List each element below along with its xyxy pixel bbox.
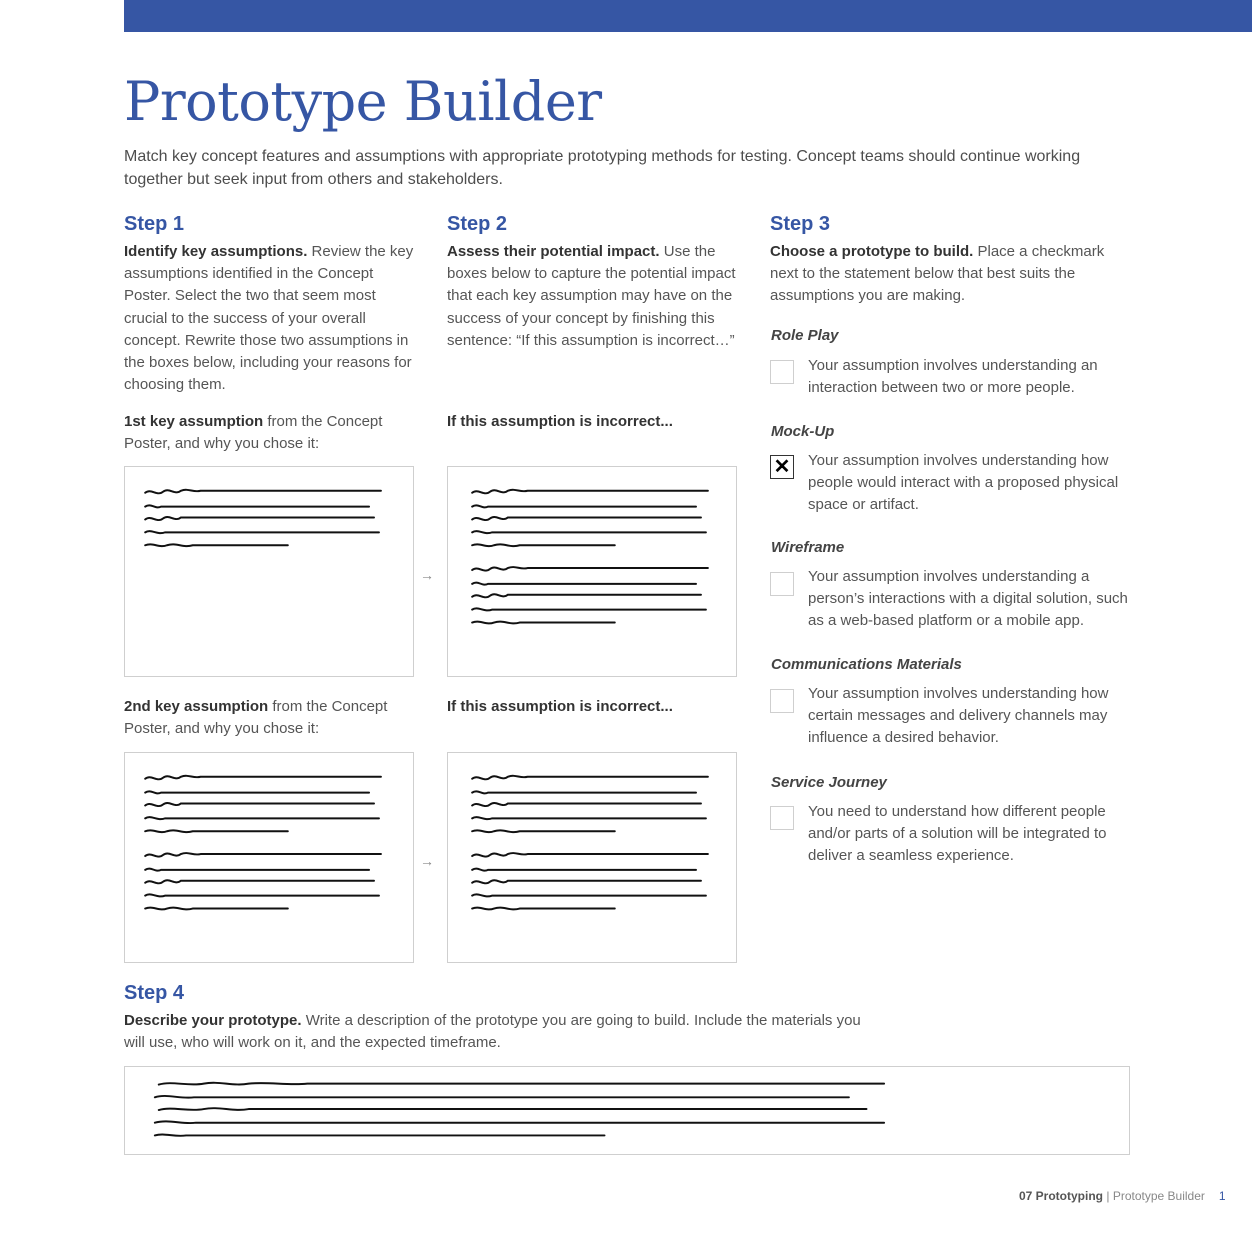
footer-separator: | [1103,1189,1113,1203]
step2-instructions [447,241,737,352]
option-role-play-title: Role Play [771,327,839,344]
footer-section: 07 Prototyping [1019,1189,1104,1203]
intro-text: Match key concept features and assumptions with appropriate prototyping methods for testing. Concept teams should continue working together but seek input from others and stakeholders. [124,148,1081,188]
step1-body: Review the key assumptions identified in the Concept Poster. Select the two that seem most crucial to the success of your overall concept. Rewrite those two assumptions in the boxes below, including your reasons for choosing them. [124,243,414,394]
second-impact-box[interactable] [447,752,737,963]
option-mock-up-description: Your assumption involves understanding how people would interact with a proposed physical space or artifact. [808,452,1119,514]
option-wireframe-title: Wireframe [771,539,845,556]
option-role-play-description: Your assumption involves understanding an interaction between two or more people. [808,357,1098,397]
footer-page-title: Prototype Builder [1112,1189,1205,1203]
step3-lead: Choose a prototype to build. [770,243,974,260]
handwriting-scribble [125,1067,1129,1154]
step3-body: Place a checkmark next to the statement below that best suits the assumptions you are making. [770,243,1105,305]
handwriting-scribble [448,753,736,962]
option-service-journey-checkbox[interactable] [770,806,794,830]
first-assumption-box[interactable] [124,466,414,677]
step3-instructions [770,241,1120,308]
handwriting-scribble [448,467,736,676]
option-communications-checkbox[interactable] [770,689,794,713]
prototype-description-box[interactable] [124,1066,1130,1155]
option-role-play-checkbox[interactable] [770,360,794,384]
arrow-right-icon: → [420,567,434,583]
first-assumption-label-bold: 1st key assumption [124,413,264,430]
page-title: Prototype Builder [124,70,602,133]
step1-heading: Step 1 [124,213,185,235]
first-assumption-label [124,411,419,455]
page-footer [1019,1189,1226,1203]
option-service-journey-description: You need to understand how different people and/or parts of a solution will be integrated to deliver a seamless experience. [808,803,1107,865]
step3-heading: Step 3 [770,213,831,235]
step2-lead: Assess their potential impact. [447,243,660,260]
step4-body: Write a description of the prototype you are going to build. Include the materials you will use, who will work on it, and the expected timeframe. [124,1012,861,1052]
step1-lead: Identify key assumptions. [124,243,308,260]
first-impact-box[interactable] [447,466,737,677]
step2-body: Use the boxes below to capture the potential impact that each key assumption may have on the success of your concept by finishing this sentence: “If this assumption is incorrect…” [447,243,736,349]
arrow-right-icon: → [420,853,434,869]
step4-heading: Step 4 [124,982,185,1004]
option-wireframe-description: Your assumption involves understanding a person’s interactions with a digital solution, such as a web-based platform or a mobile app. [808,568,1128,630]
option-wireframe-checkbox[interactable] [770,572,794,596]
header-bar [124,0,1252,32]
step1-instructions [124,241,419,396]
handwriting-scribble [125,467,413,676]
step4-lead: Describe your prototype. [124,1012,302,1029]
first-assumption-label-rest: from the Concept Poster, and why you chose it: [124,413,383,453]
impact-label-1: If this assumption is incorrect... [447,413,673,430]
step2-heading: Step 2 [447,213,508,235]
handwriting-scribble [125,753,413,962]
second-assumption-label-bold: 2nd key assumption [124,698,269,715]
option-mock-up-title: Mock-Up [771,423,835,440]
second-assumption-label-rest: from the Concept Poster, and why you chose it: [124,698,388,738]
second-assumption-label [124,696,419,740]
impact-label-2: If this assumption is incorrect... [447,698,673,715]
step4-instructions [124,1010,864,1054]
option-service-journey-title: Service Journey [771,774,887,791]
option-mock-up-checkbox[interactable] [770,455,794,479]
option-communications-title: Communications Materials [771,656,962,673]
option-communications-description: Your assumption involves understanding how certain messages and delivery channels may influence a desired behavior. [808,685,1109,747]
second-assumption-box[interactable] [124,752,414,963]
page-number: 1 [1218,1189,1226,1203]
check-x-icon: ✕ [773,456,791,478]
